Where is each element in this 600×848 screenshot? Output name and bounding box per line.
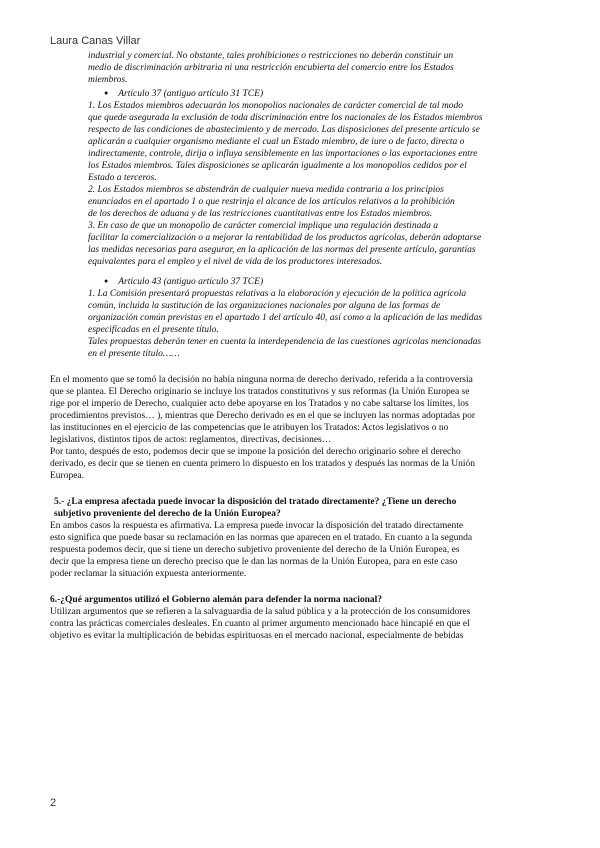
text-line: de los derechos de aduana y de las restricciones cuantitativas entre los Estados miembros. xyxy=(88,209,433,219)
text-line: 6.-¿Qué argumentos utilizó el Gobierno alemán para defender la norma nacional? xyxy=(50,595,383,605)
text-line: Europea. xyxy=(50,471,85,481)
text-line: común, incluida la sustitución de las organizaciones nacionales por alguna de las formas de xyxy=(88,301,441,311)
text-line: En ambos casos la respuesta es afirmativa. La empresa puede invocar la disposición del tratado directamente xyxy=(50,521,464,531)
text-line: objetivo es evitar la multiplicación de bebidas espirituosas en el mercado nacional, especialmente de bebidas xyxy=(50,631,464,641)
text-line: 1. Los Estados miembros adecuarán los monopolios nacionales de carácter comercial de tal modo xyxy=(88,101,464,111)
text-line: aplicarán a cualquier organismo mediante el cual un Estado miembro, de iure o de facto, directa o xyxy=(88,137,465,147)
question-5-heading xyxy=(54,496,550,520)
text-line: decir que la empresa tiene un derecho preciso que le dan las normas de la Unión Europea, para en este caso xyxy=(50,557,458,567)
text-line: indirectamente, controle, dirija o influya sensiblemente en las importaciones o las exportaciones entre xyxy=(88,149,478,159)
paragraph-derecho-originario xyxy=(50,374,550,482)
text-line: procedimientos previstos… ), mientras que Derecho derivado es en el que se incluyen las normas adoptadas por xyxy=(50,411,475,421)
text-line: 5.- ¿La empresa afectada puede invocar la disposición del tratado directamente? ¿Tiene un derecho xyxy=(54,497,457,507)
header-author: Laura Canas Villar xyxy=(50,35,141,47)
page-number: 2 xyxy=(50,797,57,809)
text-line: esto significa que puede basar su reclamación en las normas que aparecen en el tratado. En cuanto a la segunda xyxy=(50,533,473,543)
text-line: Estado a terceros. xyxy=(88,173,157,183)
text-line: organización común previstas en el apartado 1 del artículo 40, así como a la aplicación de las medidas xyxy=(88,313,483,323)
text-line: las instituciones en el ejercicio de las competencias que le atribuyen los Tratados: Actos legislativos o no xyxy=(50,423,449,433)
text-line: derivado, es decir que se tienen en cuenta primero lo dispuesto en los tratados y después las normas de la Unión xyxy=(50,459,476,469)
text-line: subjetivo proveniente del derecho de la Unión Europea? xyxy=(54,509,281,519)
text-line: Por tanto, después de esto, podemos decir que se impone la posición del derecho originario sobre el derecho xyxy=(50,447,461,457)
text-line: contra las prácticas comerciales desleales. En cuanto al primer argumento mencionado hace hincapié en que el xyxy=(50,619,470,629)
document-body xyxy=(50,50,550,642)
text-line: medio de discriminación arbitraria ni una restricción encubierta del comercio entre los Estados xyxy=(88,63,454,73)
text-line: equivalentes para el empleo y el nivel de vida de los productores interesados. xyxy=(88,257,383,267)
text-line: En el momento que se tomó la decisión no había ninguna norma de derecho derivado, referida a la controversia xyxy=(50,375,473,385)
text-line: en el presente título…… xyxy=(88,349,180,359)
article-heading-43: ● Artículo 43 (antiguo artículo 37 TCE) xyxy=(104,276,550,288)
text-line: enunciados en el apartado 1 o que restrinja el alcance de los artículos relativos a la prohibición xyxy=(88,197,455,207)
text-line: Utilizan argumentos que se refieren a la salvaguardia de la salud pública y a la protección de los consumidores xyxy=(50,607,471,617)
text-line: especificadas en el presente título. xyxy=(88,325,219,335)
text-line: los Estados miembros. Tales disposiciones se aplicarán igualmente a los monopolios cedidos por el xyxy=(88,161,467,171)
text-line: respuesta podemos decir, que si tiene un derecho subjetivo proveniente del derecho de la Unión Europea, es xyxy=(50,545,460,555)
text-line: Tales propuestas deberán tener en cuenta la interdependencia de las cuestiones agrícolas mencionadas xyxy=(88,337,482,347)
text-line: las medidas necesarias para asegurar, en la aplicación de las normas del presente artículo, garantías xyxy=(88,245,476,255)
text-line: 1. La Comisión presentará propuestas relativas a la elaboración y ejecución de la política agrícola xyxy=(88,289,467,299)
text-line: poder reclamar la situación expuesta anteriormente. xyxy=(50,569,247,579)
text-line: rige por el imperio de Derecho, cualquier acto debe apoyarse en los Tratados y no cabe saltarse los límites, los xyxy=(50,399,469,409)
text-line: facilitar la comercialización o a mejorar la rentabilidad de los productos agrícolas, deberán adoptarse xyxy=(88,233,482,243)
article-heading-37: ● Artículo 37 (antiguo artículo 31 TCE) xyxy=(104,88,550,100)
answer-5 xyxy=(50,520,550,580)
quoted-treaty-text xyxy=(88,50,550,360)
answer-6 xyxy=(50,606,550,642)
text-line: respecto de las condiciones de abastecimiento y de mercado. Las disposiciones del presente artículo se xyxy=(88,125,480,135)
text-line: que quede asegurada la exclusión de toda discriminación entre los nacionales de los Estados miembros xyxy=(88,113,483,123)
text-line: miembros. xyxy=(88,75,128,85)
text-line: legislativos, distintos tipos de actos: reglamentos, directivas, decisiones… xyxy=(50,435,332,445)
text-line: 2. Los Estados miembros se abstendrán de cualquier nueva medida contraria a los principios xyxy=(88,185,444,195)
question-6-heading xyxy=(50,594,550,606)
text-line: que se plantea. El Derecho originario se incluye los tratados constitutivos y sus reformas (la Unión Europea se xyxy=(50,387,470,397)
text-line: 3. En caso de que un monopolio de carácter comercial implique una regulación destinada a xyxy=(88,221,438,231)
text-line: industrial y comercial. No obstante, tales prohibiciones o restricciones no deberán constituir un xyxy=(88,51,454,61)
